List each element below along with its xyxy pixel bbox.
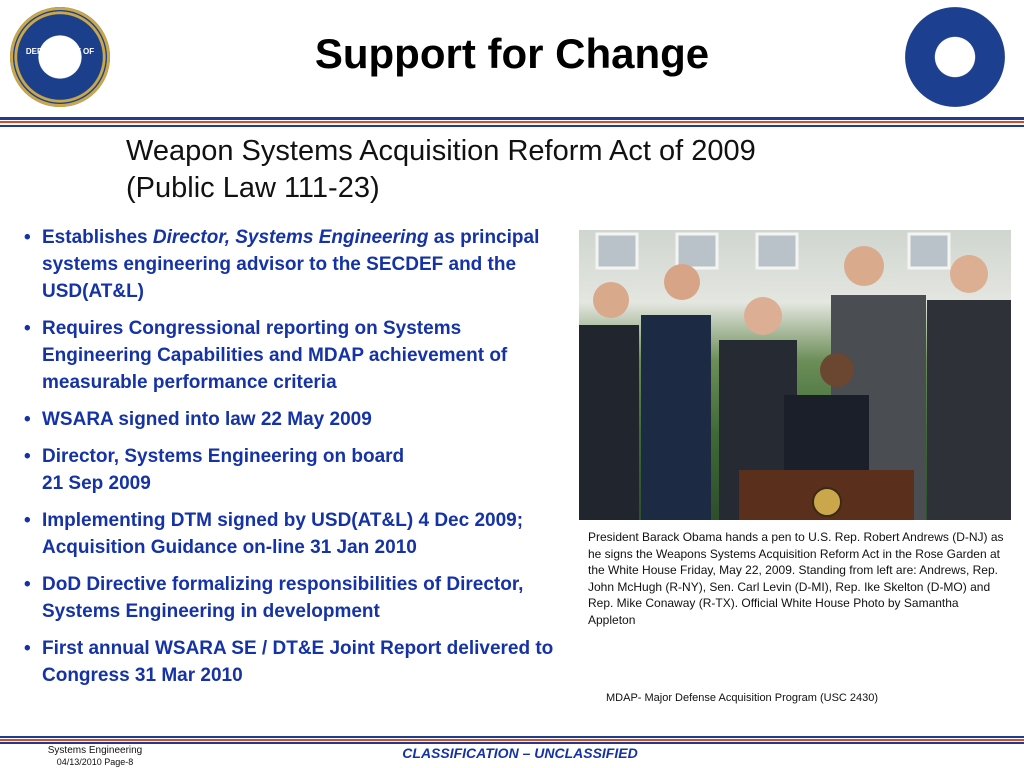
bullet-text: Implementing DTM signed by USD(AT&L) 4 Dec 2009; Acquisition Guidance on-line 31 Jan 2010 [42,510,524,558]
bullet-item [20,635,565,689]
bullet-text: WSARA signed into law 22 May 2009 [42,409,372,430]
photo-person-head [664,264,700,300]
header-rule-red [0,121,1024,123]
bullet-text: Requires Congressional reporting on Systems Engineering Capabilities and MDAP achievement of measurable performance criteria [42,318,508,393]
slide-subtitle [126,133,756,207]
mdap-footnote: MDAP- Major Defense Acquisition Program (USC 2430) [606,692,879,704]
photo-seated-person-head [820,353,854,387]
bullet-item [20,315,565,396]
ddre-seal-text: DDR&E [940,47,970,56]
bullet-item [20,507,565,561]
photo-window [757,234,797,268]
subtitle-line-1: Weapon Systems Acquisition Reform Act of 2009 [126,135,756,167]
bullet-item [20,443,565,497]
photo-person-head [844,246,884,286]
footer-rule-blue-bottom [0,742,1024,744]
photo-person [641,315,711,520]
bullet-list [20,224,565,699]
footer-rule-blue-top [0,736,1024,738]
photo-desk-seal [813,488,841,516]
dod-seal-text: DEPARTMENT OF DEFENSE [25,47,95,65]
header-rule-blue-bottom [0,125,1024,127]
footer-org-label: Systems Engineering [47,745,143,756]
photo-person-head [744,297,782,335]
bullet-item [20,224,565,305]
classification-label: CLASSIFICATION – UNCLASSIFIED [402,745,638,761]
photo-illustration [579,230,1011,520]
bullet-text-pre: Establishes [42,227,153,248]
header-rule-blue-top [0,117,1024,120]
photo-person [579,325,639,520]
bullet-text-line-1: Director, Systems Engineering on board [42,446,405,467]
bullet-text-emphasis: Director, Systems Engineering [152,227,429,248]
bullet-text-post: as principal systems engineering advisor to the SECDEF and the USD(AT&L) [42,227,540,302]
subtitle-line-2: (Public Law 111-23) [126,172,380,204]
bullet-item [20,406,565,433]
photo-person-head [593,282,629,318]
photo-window [597,234,637,268]
bullet-text: DoD Directive formalizing responsibilities of Director, Systems Engineering in development [42,574,524,622]
footer-rule-red [0,739,1024,741]
photo-window [909,234,949,268]
photo-window [677,234,717,268]
photo-person [927,300,1011,520]
footer-date-page: 04/13/2010 Page-8 [56,757,134,767]
photo-seated-person [784,395,869,475]
slide-title: Support for Change [314,30,710,77]
bullet-text: First annual WSARA SE / DT&E Joint Report delivered to Congress 31 Mar 2010 [42,638,554,686]
photo-caption: President Barack Obama hands a pen to U.S. Rep. Robert Andrews (D-NJ) as he signs the Weapons Systems Acquisition Reform Act in the Rose Garden at the White House Friday, May 22, 2009. Standing from left are: Andrews, Rep. John McHugh (R-NY), Sen. Carl Levin (D-MI), Rep. Ike Skelton (D-MO) and Rep. Mike Conaway (R-TX). Official White House Photo by Samantha Appleton [588,530,1004,627]
bullet-item [20,571,565,625]
photo-person-head [950,255,988,293]
bullet-text-line-2: 21 Sep 2009 [42,473,151,494]
signing-ceremony-photo [579,230,1011,520]
